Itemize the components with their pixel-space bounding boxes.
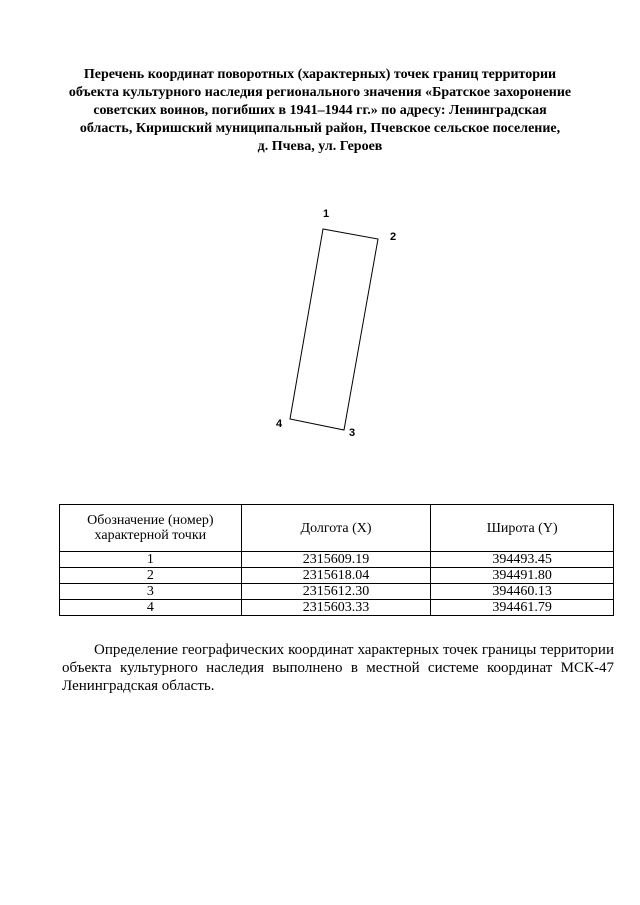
cell-point-id: 3 (60, 584, 242, 600)
cell-longitude: 2315603.33 (241, 600, 431, 616)
cell-longitude: 2315618.04 (241, 568, 431, 584)
coordinate-system-note: Определение географических координат характерных точек границы территории объекта культурного наследия выполнено в местной системе координат МСК-47 Ленинградская область. (62, 642, 614, 694)
cell-point-id: 4 (60, 600, 242, 616)
table-row (60, 568, 614, 584)
table-header-row (60, 505, 614, 552)
title-line-1: Перечень координат поворотных (характерных) точек границ территории (83, 67, 557, 82)
header-point-id-line-1: Обозначение (номер) (87, 513, 214, 528)
title-line-3: советских воинов, погибших в 1941–1944 гг.» по адресу: Ленинградская (93, 103, 547, 118)
table-row (60, 600, 614, 616)
header-point-id-line-2: характерной точки (94, 528, 207, 543)
cell-longitude: 2315612.30 (241, 584, 431, 600)
title-line-5: д. Пчева, ул. Героев (257, 139, 383, 154)
coordinates-table (59, 504, 614, 616)
table-row (60, 552, 614, 568)
cell-longitude: 2315609.19 (241, 552, 431, 568)
point-label-2: 2 (390, 231, 397, 243)
cell-latitude: 394461.79 (431, 600, 614, 616)
title-line-4: область, Киришский муниципальный район, Пчевское сельское поселение, (79, 121, 561, 136)
cell-latitude: 394460.13 (431, 584, 614, 600)
cell-point-id: 2 (60, 568, 242, 584)
header-longitude: Долгота (X) (241, 505, 431, 552)
cell-latitude: 394493.45 (431, 552, 614, 568)
point-label-3: 3 (349, 427, 356, 439)
header-latitude: Широта (Y) (431, 505, 614, 552)
boundary-polygon (290, 229, 378, 430)
table-row (60, 584, 614, 600)
point-label-1: 1 (323, 208, 330, 220)
point-label-4: 4 (276, 418, 283, 430)
header-point-id (60, 505, 242, 552)
cell-point-id: 1 (60, 552, 242, 568)
cell-latitude: 394491.80 (431, 568, 614, 584)
document-title (40, 66, 600, 156)
title-line-2: объекта культурного наследия регионального значения «Братское захоронение (68, 85, 572, 100)
